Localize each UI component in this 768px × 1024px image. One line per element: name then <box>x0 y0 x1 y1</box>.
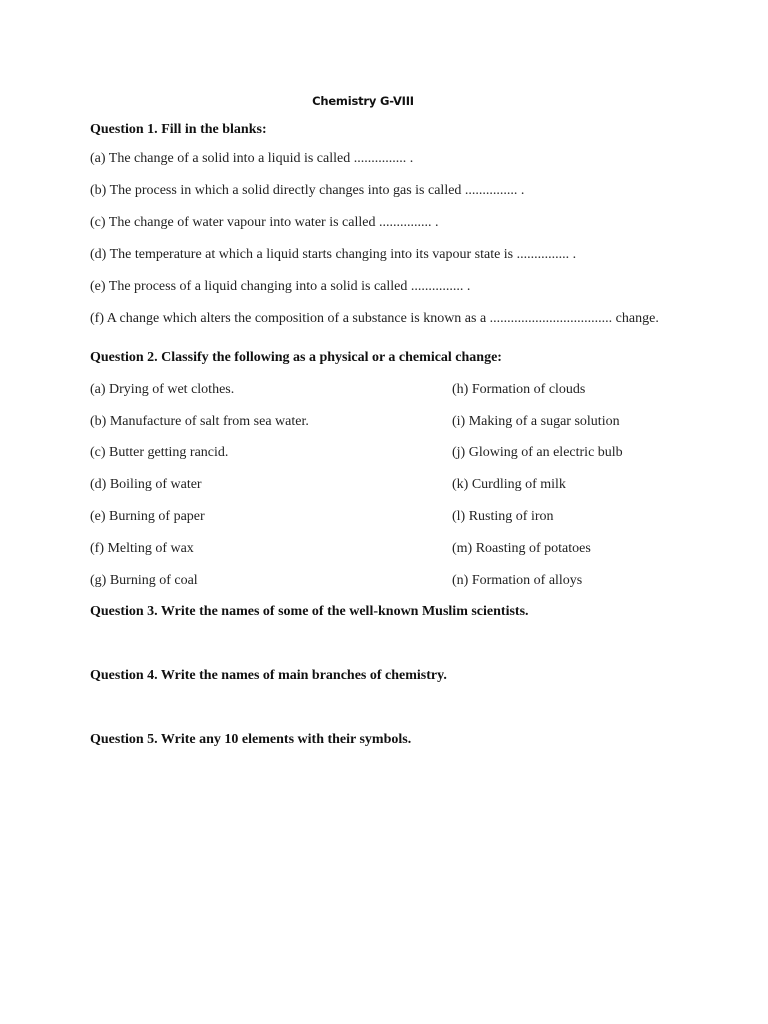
q2-item-n: (n) Formation of alloys <box>452 573 583 588</box>
q2-item-c: (c) Butter getting rancid. <box>90 445 229 460</box>
question-4-heading: Question 4. Write the names of main branches of chemistry. <box>90 668 447 683</box>
question-1-instruction: Fill in the blanks: <box>157 122 267 137</box>
q2-item-a: (a) Drying of wet clothes. <box>90 382 235 397</box>
q1-item-a: (a) The change of a solid into a liquid is called ............... . <box>90 151 414 166</box>
q1-item-e: (e) The process of a liquid changing into a solid is called ............... . <box>90 279 471 294</box>
q2-item-b: (b) Manufacture of salt from sea water. <box>90 414 309 429</box>
q1-item-c: (c) The change of water vapour into water is called ............... . <box>90 215 439 230</box>
q2-item-i: (i) Making of a sugar solution <box>452 414 620 429</box>
q2-item-j: (j) Glowing of an electric bulb <box>452 445 623 460</box>
question-5-heading: Question 5. Write any 10 elements with their symbols. <box>90 732 412 747</box>
q2-item-g: (g) Burning of coal <box>90 573 198 588</box>
q2-item-e: (e) Burning of paper <box>90 509 205 524</box>
q2-item-m: (m) Roasting of potatoes <box>452 541 591 556</box>
q2-item-d: (d) Boiling of water <box>90 477 202 492</box>
document-title: Chemistry G-VIII <box>312 94 414 108</box>
q1-item-d: (d) The temperature at which a liquid starts changing into its vapour state is ............... . <box>90 247 577 262</box>
q1-item-b: (b) The process in which a solid directly changes into gas is called ............... . <box>90 183 525 198</box>
q1-item-f: (f) A change which alters the composition of a substance is known as a ................................... change. <box>90 311 659 326</box>
q2-item-f: (f) Melting of wax <box>90 541 194 556</box>
q2-item-h: (h) Formation of clouds <box>452 382 586 397</box>
question-2-heading: Question 2. Classify the following as a physical or a chemical change: <box>90 350 502 365</box>
question-3-heading: Question 3. Write the names of some of the well-known Muslim scientists. <box>90 604 529 619</box>
question-1-heading <box>90 122 267 138</box>
q2-item-l: (l) Rusting of iron <box>452 509 554 524</box>
question-1-label: Question 1. <box>90 122 158 137</box>
q2-item-k: (k) Curdling of milk <box>452 477 566 492</box>
